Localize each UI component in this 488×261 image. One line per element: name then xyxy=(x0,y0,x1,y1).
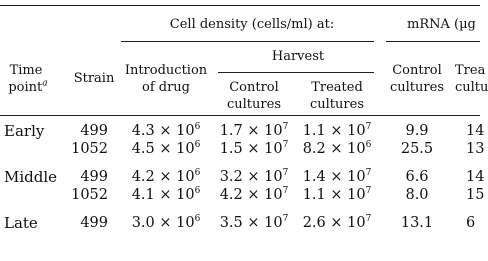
mrna-control-cell: 9.9 xyxy=(405,123,429,139)
header-bottom-rule xyxy=(0,115,480,116)
intro-density-cell: $4.1 \times 10^6$ xyxy=(131,186,201,203)
mrna-control-header: Control xyxy=(392,63,442,78)
strain-cell: 499 xyxy=(80,215,108,231)
of-drug-header: of drug xyxy=(141,80,191,95)
mrna-control-cell: 6.6 xyxy=(405,169,429,185)
harvest-control-header-line2: cultures xyxy=(227,97,281,112)
cell-density-group-header: Cell density (cells/ml) at: xyxy=(169,17,335,32)
harvest-control-density-cell: $1.7 \times 10^7$ xyxy=(219,122,289,139)
intro-density-cell: $4.2 \times 10^6$ xyxy=(131,168,201,185)
harvest-treated-density-cell: $1.4 \times 10^7$ xyxy=(302,168,372,185)
harvest-treated-density-cell: $8.2 \times 10^6$ xyxy=(302,140,372,157)
mrna-treated-header: Trea xyxy=(455,63,486,78)
strain-header: Strain xyxy=(73,71,115,86)
mrna-treated-cell: 14 xyxy=(466,123,485,139)
time-point-cell: Early xyxy=(4,122,45,140)
introduction-header: Introduction xyxy=(124,63,208,78)
harvest-treated-density-cell: $2.6 \times 10^7$ xyxy=(302,214,372,231)
harvest-control-density-cell: $3.5 \times 10^7$ xyxy=(219,214,289,231)
mrna-control-cell: 8.0 xyxy=(405,187,429,203)
table-top-rule xyxy=(0,5,480,6)
harvest-control-density-cell: $4.2 \times 10^7$ xyxy=(219,186,289,203)
strain-cell: 1052 xyxy=(71,187,108,203)
mrna-treated-cell: 13 xyxy=(466,141,485,157)
intro-density-cell: $3.0 \times 10^6$ xyxy=(131,214,201,231)
time-point-header-line2: point$^a$ xyxy=(8,78,48,95)
mrna-treated-cell: 6 xyxy=(466,215,476,231)
harvest-treated-density-cell: $1.1 \times 10^7$ xyxy=(302,186,372,203)
mrna-control-cell: 25.5 xyxy=(400,141,434,157)
time-point-header: Time xyxy=(9,63,43,78)
strain-cell: 499 xyxy=(80,169,108,185)
strain-cell: 499 xyxy=(80,123,108,139)
mrna-treated-cell: 14 xyxy=(466,169,485,185)
strain-cell: 1052 xyxy=(71,141,108,157)
time-point-cell: Middle xyxy=(4,168,58,186)
intro-density-cell: $4.3 \times 10^6$ xyxy=(131,122,201,139)
mrna-control-header-line2: cultures xyxy=(390,80,444,95)
mrna-group-header: mRNA (µg xyxy=(407,17,476,32)
mrna-treated-header-line2: cultu xyxy=(455,80,488,95)
harvest-treated-header-line2: cultures xyxy=(310,97,364,112)
intro-density-cell: $4.5 \times 10^6$ xyxy=(131,140,201,157)
harvest-control-density-cell: $3.2 \times 10^7$ xyxy=(219,168,289,185)
mrna-treated-cell: 15 xyxy=(466,187,485,203)
harvest-header: Harvest xyxy=(271,49,325,64)
time-point-cell: Late xyxy=(4,214,38,232)
harvest-control-header: Control xyxy=(229,80,279,95)
cell-density-group-rule xyxy=(121,41,374,42)
harvest-treated-header: Treated xyxy=(311,80,363,95)
harvest-treated-density-cell: $1.1 \times 10^7$ xyxy=(302,122,372,139)
harvest-control-density-cell: $1.5 \times 10^7$ xyxy=(219,140,289,157)
harvest-rule xyxy=(218,72,374,73)
mrna-group-rule xyxy=(386,41,480,42)
mrna-control-cell: 13.1 xyxy=(400,215,434,231)
